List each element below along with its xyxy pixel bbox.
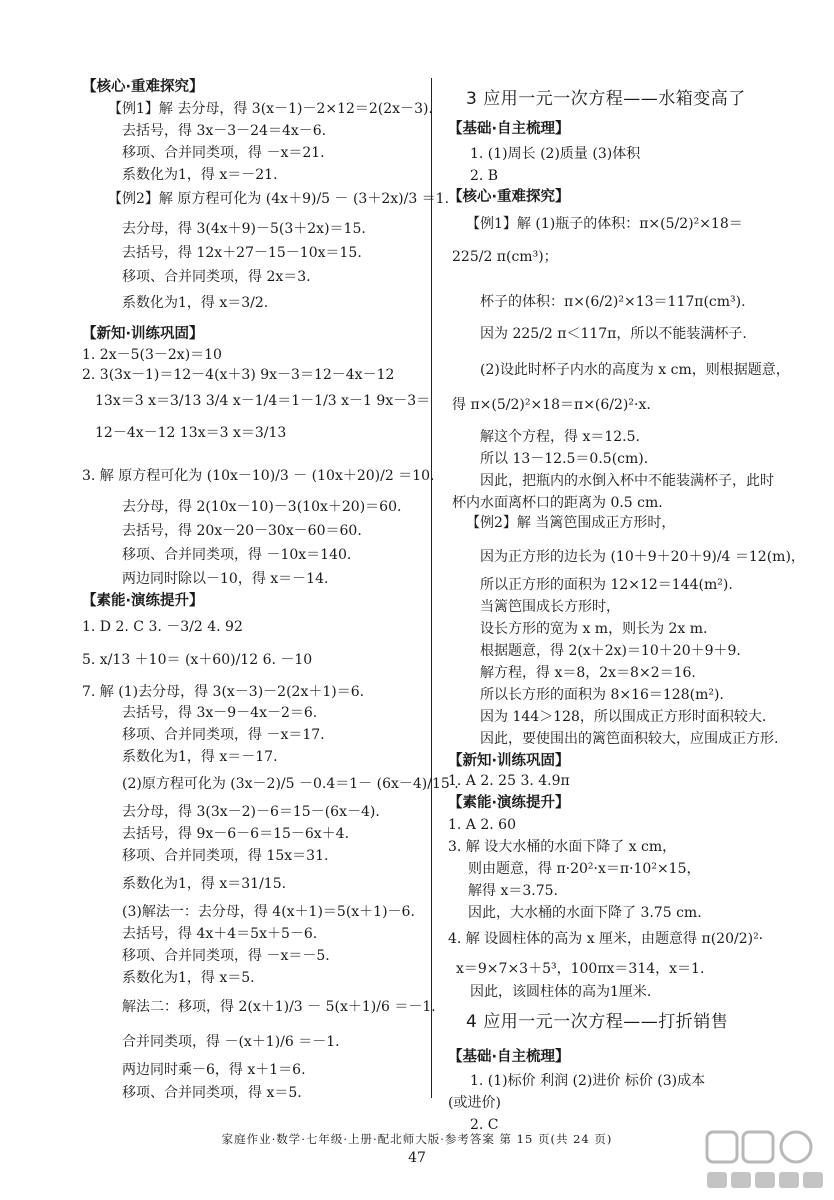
right-line: 杯子的体积：π×(6/2)²×13＝117π(cm³). <box>480 294 746 310</box>
left-section-heading: 【核心·重难探究】 <box>82 79 204 95</box>
left-line: 【例2】解 原方程可化为 (4x＋9)/5 － (3＋2x)/3 ＝1. <box>108 191 450 207</box>
right-line: 解这个方程，得 x＝12.5. <box>480 429 640 445</box>
left-line: 去括号，得 3x－9－4x－2＝6. <box>122 705 318 721</box>
left-line: 去分母，得 3(4x＋9)－5(3＋2x)＝15. <box>122 221 366 237</box>
left-line: 1. D 2. C 3. －3/2 4. 92 <box>82 619 243 635</box>
right-line: 2. C <box>470 1117 499 1133</box>
left-line: 系数化为1，得 x＝31/15. <box>122 876 287 892</box>
right-line: 4. 解 设圆柱体的高为 x 厘米，由题意得 π(20/2)²· <box>448 931 764 947</box>
right-line: 1. A 2. 60 <box>448 817 516 833</box>
right-line: 所以长方形的面积为 8×16＝128(m²). <box>480 687 724 703</box>
right-line: 225/2 π(cm³)； <box>452 249 558 265</box>
right-line: 所以 13－12.5＝0.5(cm). <box>480 451 649 467</box>
right-line: 则由题意，得 π·20²·x＝π·10²×15， <box>468 861 701 877</box>
right-line: 所以正方形的面积为 12×12＝144(m²). <box>480 577 733 593</box>
right-line: 根据题意，得 2(x＋2x)＝10＋20＋9＋9. <box>480 643 741 659</box>
right-line: 1. A 2. 25 3. 4.9π <box>448 773 570 789</box>
right-line: 解得 x＝3.75. <box>468 883 558 899</box>
left-line: 两边同时除以－10，得 x＝－14. <box>122 571 329 587</box>
left-section-heading: 【新知·训练巩固】 <box>82 326 204 342</box>
left-line: 移项、合并同类项，得 －10x＝140. <box>122 547 352 563</box>
left-section-heading: 【素能·演练提升】 <box>82 593 204 609</box>
right-line: 因为 144＞128，所以围成正方形时面积较大. <box>480 709 767 725</box>
page-number: 47 <box>408 1150 426 1166</box>
right-chapter-title: 3 应用一元一次方程——水箱变高了 <box>466 89 746 109</box>
left-line: 移项、合并同类项，得 2x＝3. <box>122 269 311 285</box>
left-line: 7. 解 (1)去分母，得 3(x－3)－2(2x＋1)＝6. <box>82 684 365 700</box>
left-line: 12－4x－12 13x＝3 x＝3/13 <box>95 425 287 441</box>
left-line: 移项、合并同类项，得 x＝5. <box>122 1085 302 1101</box>
right-line: 2. B <box>470 168 499 184</box>
right-line: x＝9×7×3＋5³，100πx＝314，x＝1. <box>456 961 705 977</box>
left-line: 系数化为1，得 x＝5. <box>122 970 255 986</box>
left-line: 去分母，得 2(10x－10)－3(10x＋20)＝60. <box>122 499 402 515</box>
left-line: 系数化为1，得 x＝－21. <box>122 167 278 183</box>
right-line: 杯内水面离杯口的距离为 0.5 cm. <box>452 495 663 511</box>
left-line: 5. x/13 ＋10＝ (x＋60)/12 6. －10 <box>82 652 313 668</box>
left-line: 去括号，得 9x－6－6＝15－6x＋4. <box>122 826 350 842</box>
right-line: 因此，要使围出的篱笆面积较大，应围成正方形. <box>480 731 779 747</box>
left-line: 移项、合并同类项，得 －x＝17. <box>122 727 325 743</box>
left-line: 移项、合并同类项，得 15x＝31. <box>122 848 329 864</box>
left-line: 系数化为1，得 x＝3/2. <box>122 295 269 311</box>
left-line: 两边同时乘－6，得 x＋1＝6. <box>122 1062 306 1078</box>
left-line: 解法二：移项，得 2(x＋1)/3 － 5(x＋1)/6 ＝－1. <box>122 999 436 1015</box>
right-line: 3. 解 设大水桶的水面下降了 x cm， <box>448 839 677 855</box>
left-line: (3)解法一：去分母，得 4(x＋1)＝5(x＋1)－6. <box>122 904 415 920</box>
page-footer: 家庭作业·数学·七年级·上册·配北师大版·参考答案 第 15 页(共 24 页) <box>221 1132 613 1146</box>
left-line: 去分母，得 3(3x－2)－6＝15－(6x－4). <box>122 804 380 820</box>
right-line: 1. (1)标价 利润 (2)进价 标价 (3)成本 <box>470 1073 706 1089</box>
left-line: 1. 2x－5(3－2x)＝10 <box>82 347 222 363</box>
left-line: 移项、合并同类项，得 －x＝21. <box>122 145 325 161</box>
watermark-logo <box>703 1128 829 1194</box>
left-line: 系数化为1，得 x＝－17. <box>122 749 278 765</box>
left-line: 2. 3(3x－1)＝12－4(x＋3) 9x－3＝12－4x－12 <box>82 367 395 383</box>
right-line: (或进价) <box>448 1095 501 1111</box>
right-line: 解方程，得 x＝8，2x＝8×2＝16. <box>480 665 696 681</box>
right-line: 因此，该圆柱体的高为1厘米. <box>470 984 652 1000</box>
left-line: 去括号，得 12x＋27－15－10x＝15. <box>122 245 362 261</box>
right-line: 因为正方形的边长为 (10＋9＋20＋9)/4 ＝12(m)， <box>480 549 805 565</box>
right-section-heading: 【素能·演练提升】 <box>448 795 570 811</box>
right-line: 当篱笆围成长方形时， <box>480 599 620 615</box>
right-line: 【例2】解 当篱笆围成正方形时， <box>466 515 676 531</box>
right-chapter-title: 4 应用一元一次方程——打折销售 <box>466 1012 729 1032</box>
left-line: 去括号，得 3x－3－24＝4x－6. <box>122 123 327 139</box>
column-divider <box>431 78 432 1098</box>
left-line: 13x＝3 x＝3/13 3/4 x－1/4＝1－1/3 x－1 9x－3＝ <box>95 393 431 409</box>
left-line: 【例1】解 去分母，得 3(x－1)－2×12＝2(2x－3). <box>108 101 433 117</box>
right-line: 1. (1)周长 (2)质量 (3)体积 <box>470 146 641 162</box>
left-line: 合并同类项，得 －(x＋1)/6 ＝－1. <box>122 1034 340 1050</box>
right-line: 因为 225/2 π＜117π，所以不能装满杯子. <box>480 326 747 342</box>
right-line: 因此，把瓶内的水倒入杯中不能装满杯子，此时 <box>480 473 774 489</box>
right-line: 因此，大水桶的水面下降了 3.75 cm. <box>468 905 702 921</box>
left-line: 移项、合并同类项，得 －x＝－5. <box>122 948 330 964</box>
right-line: 设长方形的宽为 x m，则长为 2x m. <box>480 621 708 637</box>
right-section-heading: 【核心·重难探究】 <box>448 189 570 205</box>
left-line: 3. 解 原方程可化为 (10x－10)/3 － (10x＋20)/2 ＝10. <box>82 468 435 484</box>
right-section-heading: 【基础·自主梳理】 <box>448 1049 570 1065</box>
right-line: 【例1】解 (1)瓶子的体积：π×(5/2)²×18＝ <box>466 216 743 232</box>
left-line: 去括号，得 20x－20－30x－60＝60. <box>122 523 362 539</box>
right-line: 得 π×(5/2)²×18＝π×(6/2)²·x. <box>452 397 651 413</box>
left-line: 去括号，得 4x＋4＝5x＋5－6. <box>122 926 318 942</box>
right-section-heading: 【新知·训练巩固】 <box>448 753 570 769</box>
right-line: (2)设此时杯子内水的高度为 x cm，则根据题意， <box>480 362 790 378</box>
left-line: (2)原方程可化为 (3x－2)/5 －0.4＝1－ (6x－4)/15 . <box>122 776 459 792</box>
right-section-heading: 【基础·自主梳理】 <box>448 121 570 137</box>
